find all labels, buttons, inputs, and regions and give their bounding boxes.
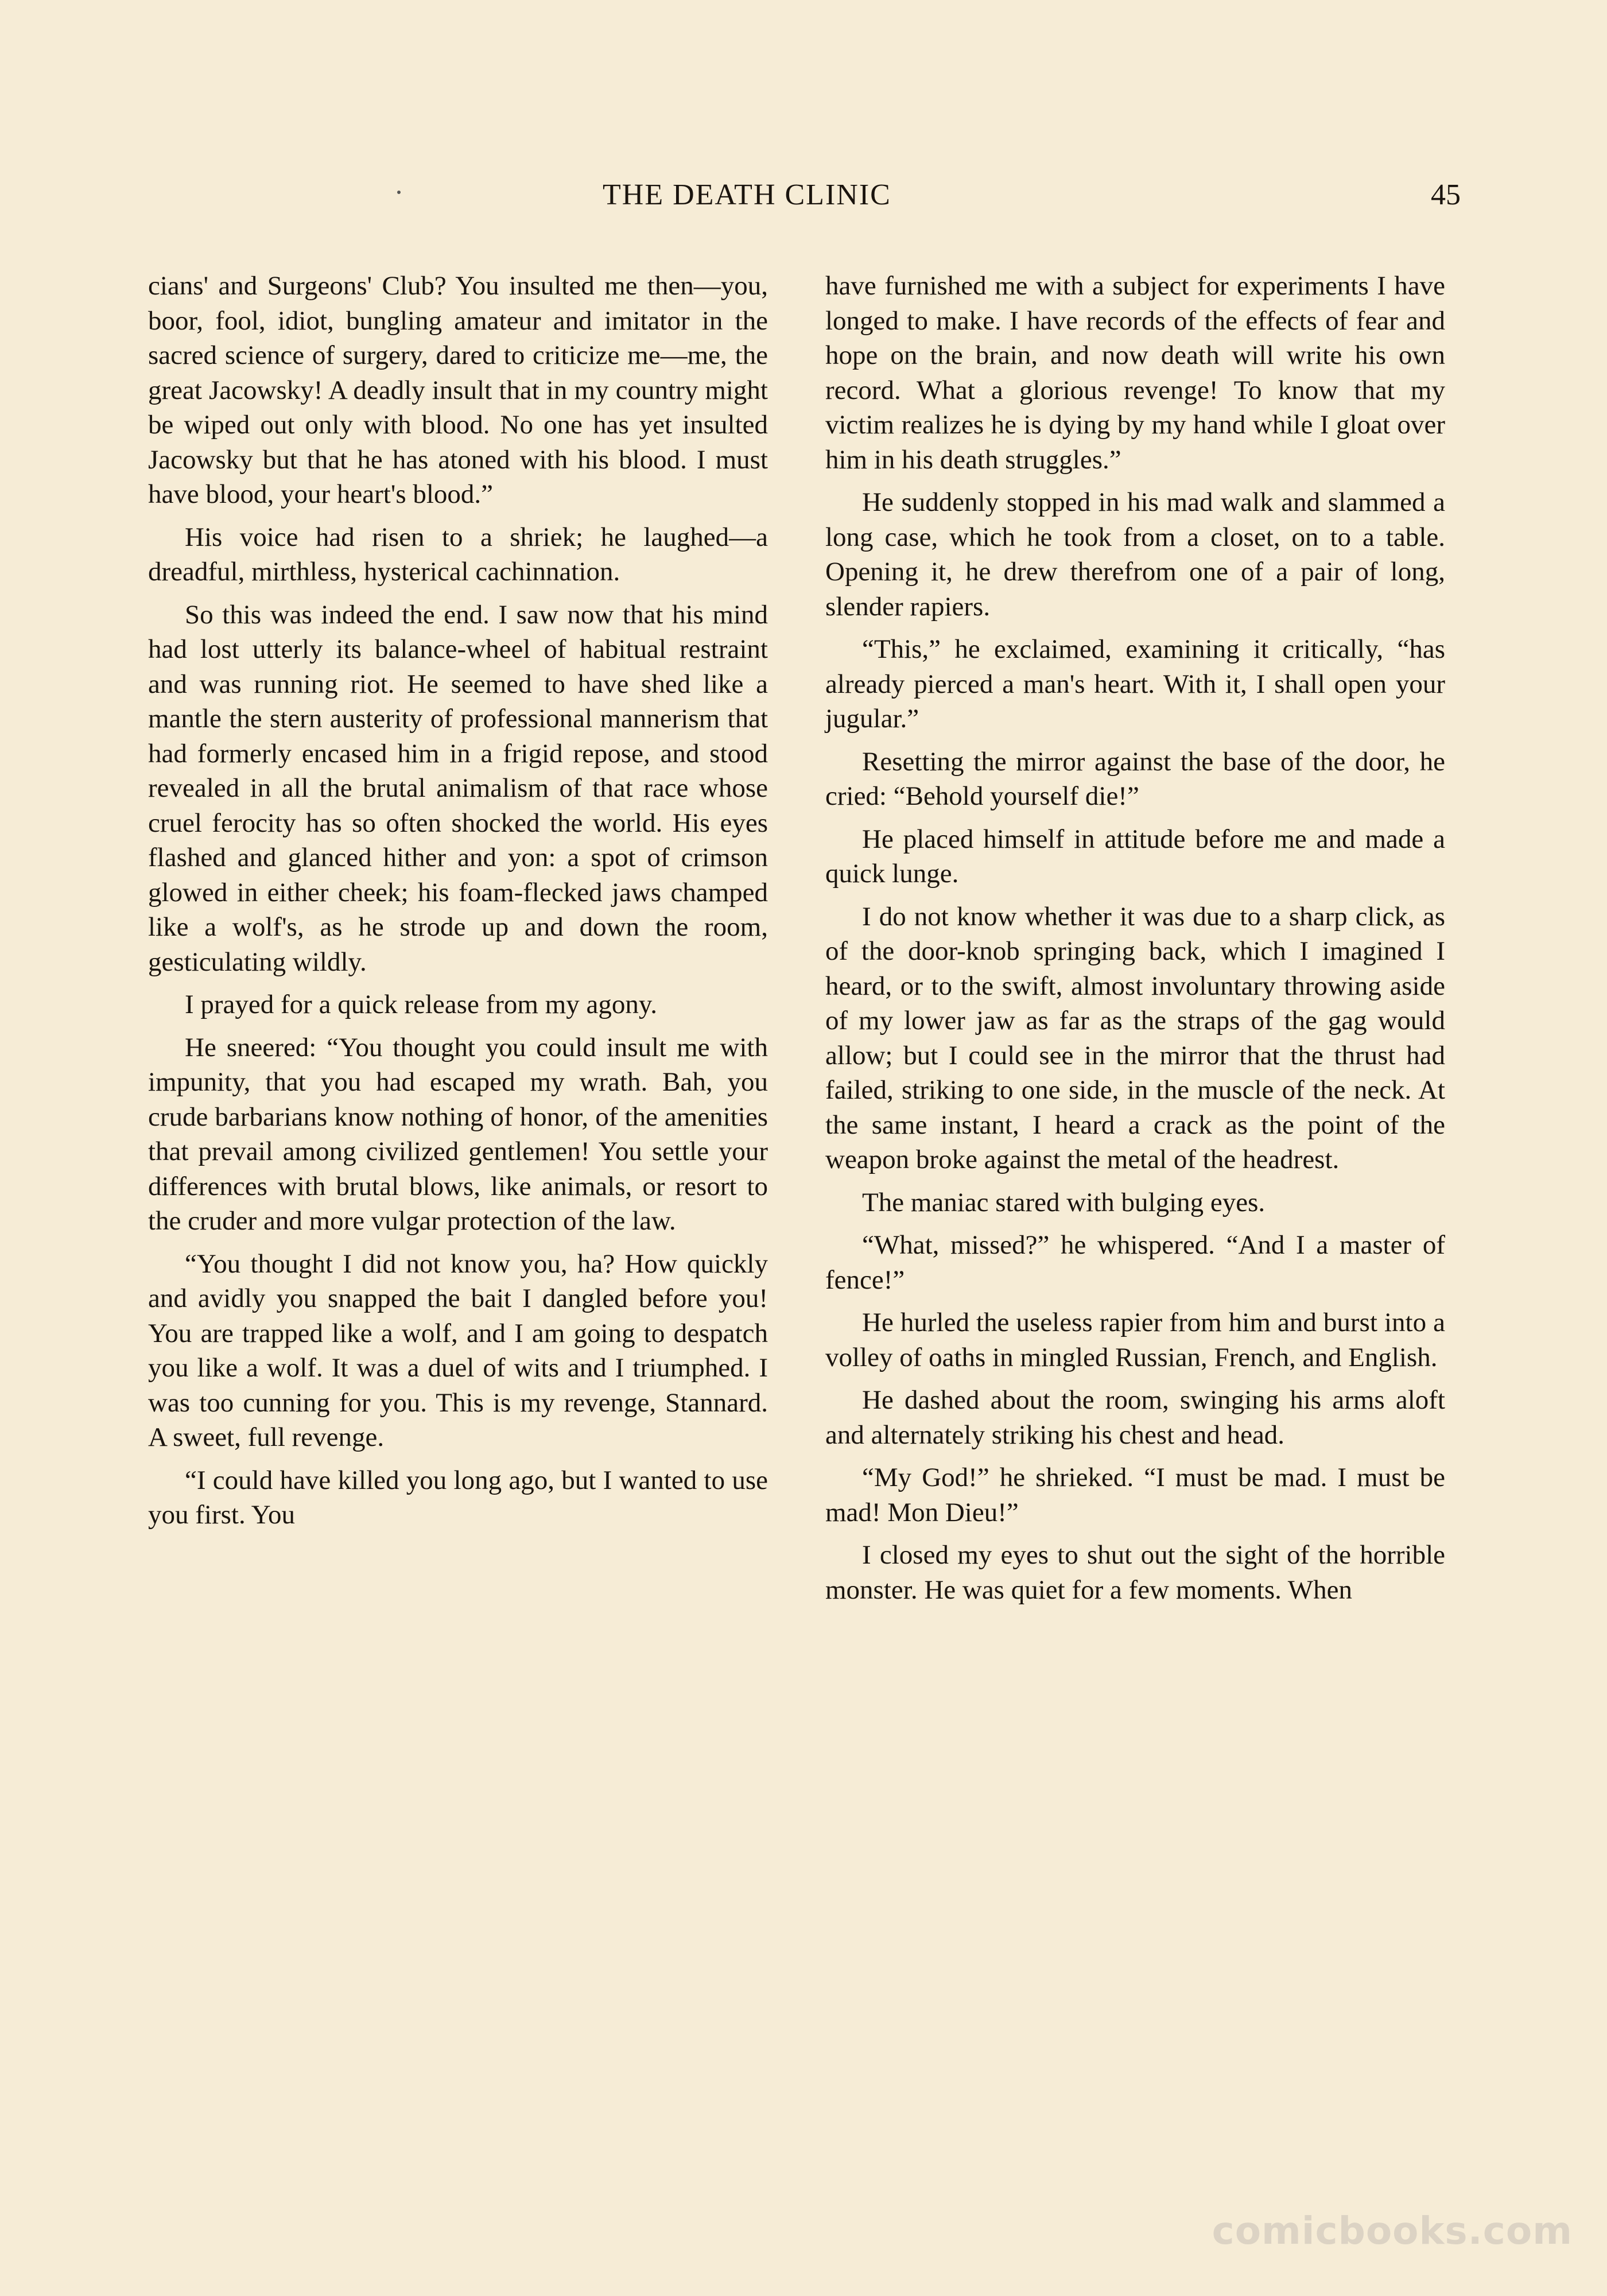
paragraph: He dashed about the room, swinging his arms aloft and alternately striking his chest and head. (825, 1385, 1445, 1450)
paragraph: He suddenly stopped in his mad walk and slammed a long case, which he took from a closet, on to a table. Opening it, he drew therefrom one of a pair of long, slender rapiers. (825, 487, 1445, 622)
paragraph: His voice had risen to a shriek; he laughed—a dreadful, mirthless, hysterical cachinnation. (148, 522, 768, 587)
paragraph: I do not know whether it was due to a sharp click, as of the door-knob springing back, which I imagined I heard, or to the swift, almost involuntary throwing aside of my lower jaw as far as the straps of the gag would allow; but I could see in the mirror that the thrust had failed, striking to one side, in the muscle of the neck. At the same instant, I heard a crack as the point of the weapon broke against the metal of the headrest. (825, 901, 1445, 1174)
paragraph: “I could have killed you long ago, but I wanted to use you first. You (148, 1465, 768, 1530)
paragraph: The maniac stared with bulging eyes. (862, 1187, 1266, 1217)
paragraph: I prayed for a quick release from my agony. (185, 990, 658, 1019)
running-title: THE DEATH CLINIC (603, 179, 891, 211)
paragraph: So this was indeed the end. I saw now that his mind had lost utterly its balance-wheel of habitual restraint and was running riot. He seemed to have shed like a mantle the stern austerity of professional mannerism that had formerly encased him in a frigid repose, and stood revealed in all the brutal animalism of that race whose cruel ferocity has so often shocked the world. His eyes flashed and glanced hither and yon: a spot of crimson glowed in either cheek; his foam-flecked jaws champed like a wolf's, as he strode up and down the room, gesticulating wildly. (148, 599, 768, 977)
paragraph: have furnished me with a subject for experiments I have longed to make. I have records of the effects of fear and hope on the brain, and now death will write his own record. What a glorious revenge! To know that my victim realizes he is dying by my hand while I gloat over him in his death struggles.” (825, 271, 1445, 475)
print-speck (397, 191, 401, 194)
paragraph: He placed himself in attitude before me and made a quick lunge. (825, 824, 1445, 889)
paragraph: “What, missed?” he whispered. “And I a master of fence!” (825, 1230, 1445, 1295)
paragraph: He hurled the useless rapier from him and burst into a volley of oaths in mingled Russian, French, and English. (825, 1308, 1445, 1372)
page-number: 45 (1431, 179, 1461, 211)
paragraph: cians' and Surgeons' Club? You insulted me then—you, boor, fool, idiot, bungling amateur and imitator in the sacred science of surgery, dared to criticize me—me, the great Jacowsky! A deadly insult that in my country might be wiped out only with blood. No one has yet insulted Jacowsky but that he has atoned with his blood. I must have blood, your heart's blood.” (148, 271, 768, 509)
paragraph: Resetting the mirror against the base of the door, he cried: “Behold yourself die!” (825, 746, 1445, 811)
site-watermark: comicbooks.com (1212, 2209, 1573, 2253)
right-column (825, 269, 1445, 1615)
paragraph: “This,” he exclaimed, examining it critically, “has already pierced a man's heart. With it, I shall open your jugular.” (825, 634, 1445, 734)
paragraph: “You thought I did not know you, ha? How quickly and avidly you snapped the bait I dangled before you! You are trapped like a wolf, and I am going to despatch you like a wolf. It was a duel of wits and I triumphed. I was too cunning for you. This is my revenge, Stannard. A sweet, full revenge. (148, 1248, 768, 1452)
paragraph: He sneered: “You thought you could insult me with impunity, that you had escaped my wrath. Bah, you crude barbarians know nothing of honor, of the amenities that prevail among civilized gentlemen! You settle your differences with brutal blows, like animals, or resort to the cruder and more vulgar protection of the law. (148, 1032, 768, 1236)
left-column (148, 269, 768, 1541)
paragraph: I closed my eyes to shut out the sight of the horrible monster. He was quiet for a few moments. When (825, 1540, 1445, 1605)
paragraph: “My God!” he shrieked. “I must be mad. I must be mad! Mon Dieu!” (825, 1463, 1445, 1527)
